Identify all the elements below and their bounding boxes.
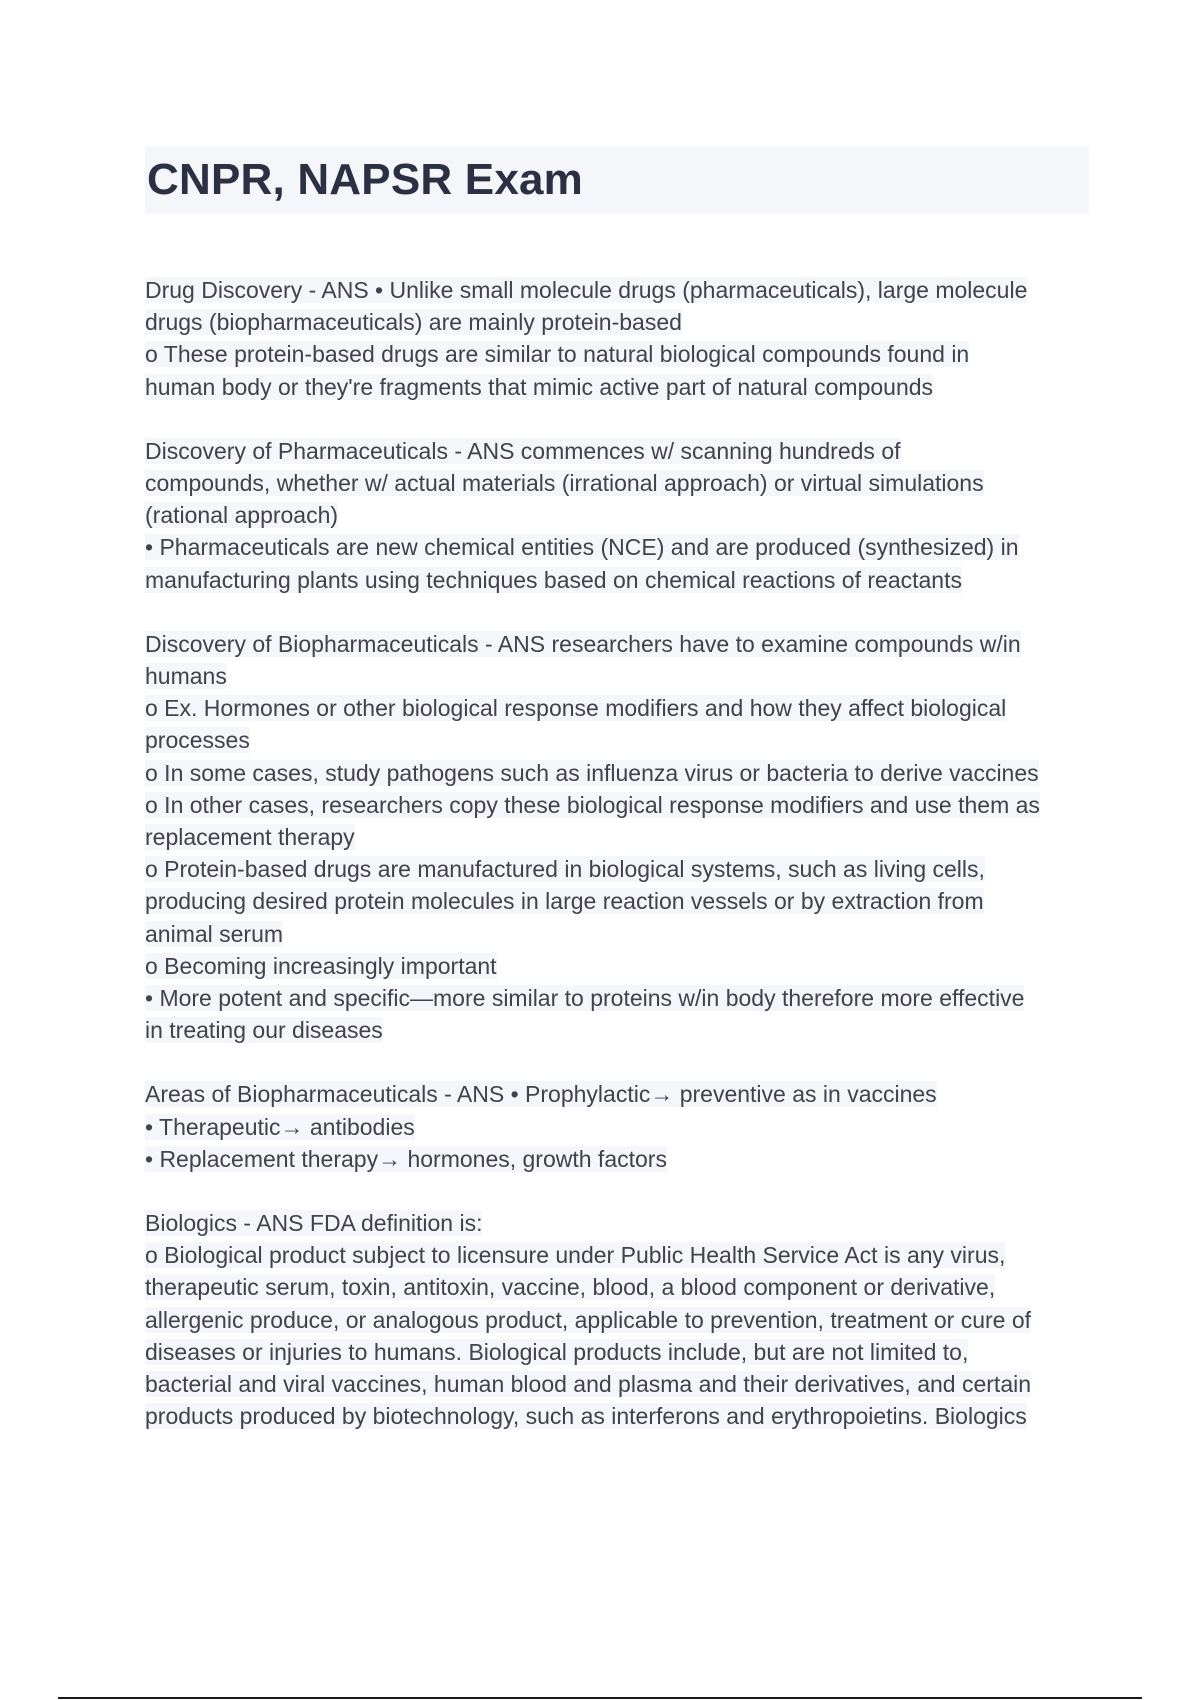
text-line	[145, 885, 1095, 917]
text-line	[145, 467, 1095, 499]
entry-areas-of-biopharmaceuticals	[145, 1078, 1095, 1175]
text-line	[145, 692, 1095, 724]
text-line	[145, 1014, 1095, 1046]
entry-discovery-of-biopharmaceuticals	[145, 628, 1095, 1047]
title-block	[145, 146, 1089, 214]
text-line	[145, 660, 1095, 692]
document-title: CNPR, NAPSR Exam	[147, 155, 583, 204]
line-text: processes	[145, 727, 250, 754]
line-text: o Biological product subject to licensure under Public Health Service Act is any virus,	[145, 1242, 1006, 1269]
line-text: o In some cases, study pathogens such as influenza virus or bacteria to derive vaccines	[145, 759, 1039, 786]
text-line	[145, 1239, 1095, 1271]
text-line	[145, 564, 1095, 596]
text-line	[145, 918, 1095, 950]
text-line	[145, 435, 1095, 467]
text-line	[145, 1111, 1095, 1143]
line-text: humans	[145, 663, 227, 690]
line-text: bacterial and viral vaccines, human blood and plasma and their derivatives, and certain	[145, 1371, 1032, 1398]
line-text: Areas of Biopharmaceuticals - ANS • Prophylactic→ preventive as in vaccines	[145, 1081, 937, 1108]
line-text: compounds, whether w/ actual materials (irrational approach) or virtual simulations	[145, 470, 984, 497]
text-line	[145, 1368, 1095, 1400]
entry-discovery-of-pharmaceuticals	[145, 435, 1095, 596]
line-text: drugs (biopharmaceuticals) are mainly protein-based	[145, 309, 682, 336]
line-text: o Becoming increasingly important	[145, 952, 497, 979]
line-text: producing desired protein molecules in large reaction vessels or by extraction from	[145, 888, 984, 915]
text-line	[145, 821, 1095, 853]
text-line	[145, 724, 1095, 756]
line-text: o Protein-based drugs are manufactured in biological systems, such as living cells,	[145, 856, 985, 883]
text-line	[145, 789, 1095, 821]
line-text: • Replacement therapy→ hormones, growth factors	[145, 1145, 667, 1172]
line-text: human body or they're fragments that mimic active part of natural compounds	[145, 373, 934, 400]
footer-divider	[58, 1697, 1142, 1699]
text-line	[145, 1304, 1095, 1336]
text-line	[145, 950, 1095, 982]
line-text: Discovery of Pharmaceuticals - ANS commences w/ scanning hundreds of	[145, 437, 901, 464]
line-text: in treating our diseases	[145, 1017, 383, 1044]
entry-biologics	[145, 1207, 1095, 1432]
text-line	[145, 982, 1095, 1014]
line-text: therapeutic serum, toxin, antitoxin, vaccine, blood, a blood component or derivative,	[145, 1274, 996, 1301]
document-body	[145, 274, 1095, 1465]
line-text: • Pharmaceuticals are new chemical entities (NCE) and are produced (synthesized) in	[145, 534, 1019, 561]
entry-drug-discovery	[145, 274, 1095, 403]
text-line	[145, 1336, 1095, 1368]
text-line	[145, 274, 1095, 306]
line-text: products produced by biotechnology, such as interferons and erythropoietins. Biologics	[145, 1403, 1027, 1430]
text-line	[145, 1207, 1095, 1239]
text-line	[145, 1078, 1095, 1110]
text-line	[145, 1400, 1095, 1432]
text-line	[145, 499, 1095, 531]
line-text: o Ex. Hormones or other biological response modifiers and how they affect biological	[145, 695, 1007, 722]
line-text: o In other cases, researchers copy these biological response modifiers and use them as	[145, 791, 1040, 818]
text-line	[145, 628, 1095, 660]
text-line	[145, 338, 1095, 370]
text-line	[145, 531, 1095, 563]
line-text: Discovery of Biopharmaceuticals - ANS researchers have to examine compounds w/in	[145, 630, 1021, 657]
line-text: o These protein-based drugs are similar to natural biological compounds found in	[145, 341, 970, 368]
text-line	[145, 306, 1095, 338]
line-text: (rational approach)	[145, 502, 339, 529]
line-text: diseases or injuries to humans. Biological products include, but are not limited to,	[145, 1338, 969, 1365]
line-text: manufacturing plants using techniques based on chemical reactions of reactants	[145, 566, 962, 593]
text-line	[145, 853, 1095, 885]
line-text: Drug Discovery - ANS • Unlike small molecule drugs (pharmaceuticals), large molecule	[145, 277, 1028, 303]
line-text: Biologics - ANS FDA definition is:	[145, 1210, 483, 1237]
text-line	[145, 371, 1095, 403]
line-text: • More potent and specific—more similar to proteins w/in body therefore more effective	[145, 985, 1025, 1012]
line-text: allergenic produce, or analogous product, applicable to prevention, treatment or cure of	[145, 1306, 1032, 1333]
text-line	[145, 757, 1095, 789]
line-text: animal serum	[145, 920, 284, 947]
text-line	[145, 1143, 1095, 1175]
text-line	[145, 1271, 1095, 1303]
line-text: replacement therapy	[145, 824, 355, 851]
line-text: • Therapeutic→ antibodies	[145, 1113, 415, 1140]
